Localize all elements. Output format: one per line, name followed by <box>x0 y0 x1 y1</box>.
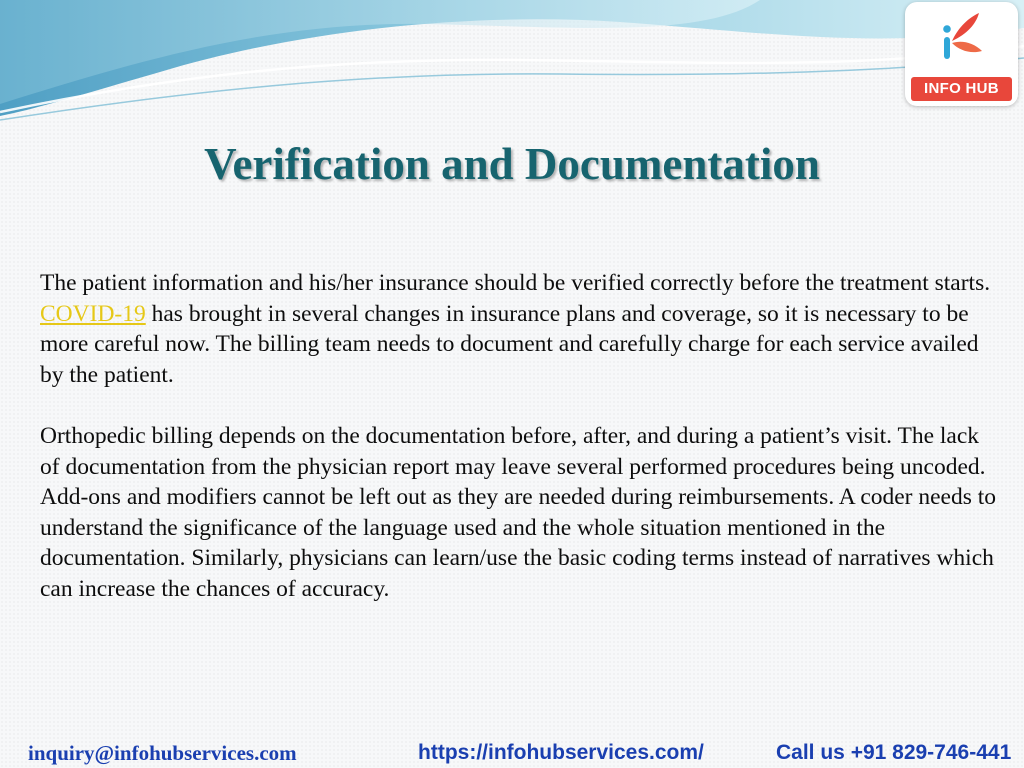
header-wave-decoration <box>0 0 1024 130</box>
info-hub-logo-text: INFO HUB <box>911 77 1012 101</box>
covid-19-link[interactable]: COVID-19 <box>40 300 146 327</box>
info-hub-logo <box>905 2 1018 106</box>
footer-email[interactable]: inquiry@infohubservices.com <box>28 741 297 765</box>
footer-phone: Call us +91 829-746-441 <box>776 741 1012 764</box>
footer-website[interactable]: https://infohubservices.com/ <box>418 741 704 764</box>
page-title: Verification and Documentation <box>204 139 820 189</box>
slide-body <box>40 268 1000 635</box>
paragraph-orthopedic-billing: Orthopedic billing depends on the documentation before, after, and during a patient’s visit. The lack of documentation from the physician report may leave several performed procedures being uncoded. Add-ons and modifiers cannot be left out as they are needed during reimbursements. A coder needs to understand the significance of the language used and the whole situation mentioned in the documentation. Similarly, physicians can learn/use the basic coding terms instead of narratives which can increase the chances of accuracy. <box>40 422 997 602</box>
info-hub-logo-icon <box>935 8 989 72</box>
paragraph-text: has brought in several changes in insurance plans and coverage, so it is necessary to be more careful now. The billing team needs to document and carefully charge for each service availed by the patient. <box>40 300 979 388</box>
paragraph-insurance-verification <box>40 268 1000 390</box>
paragraph-text: The patient information and his/her insurance should be verified correctly before the treatment starts. <box>40 270 991 296</box>
